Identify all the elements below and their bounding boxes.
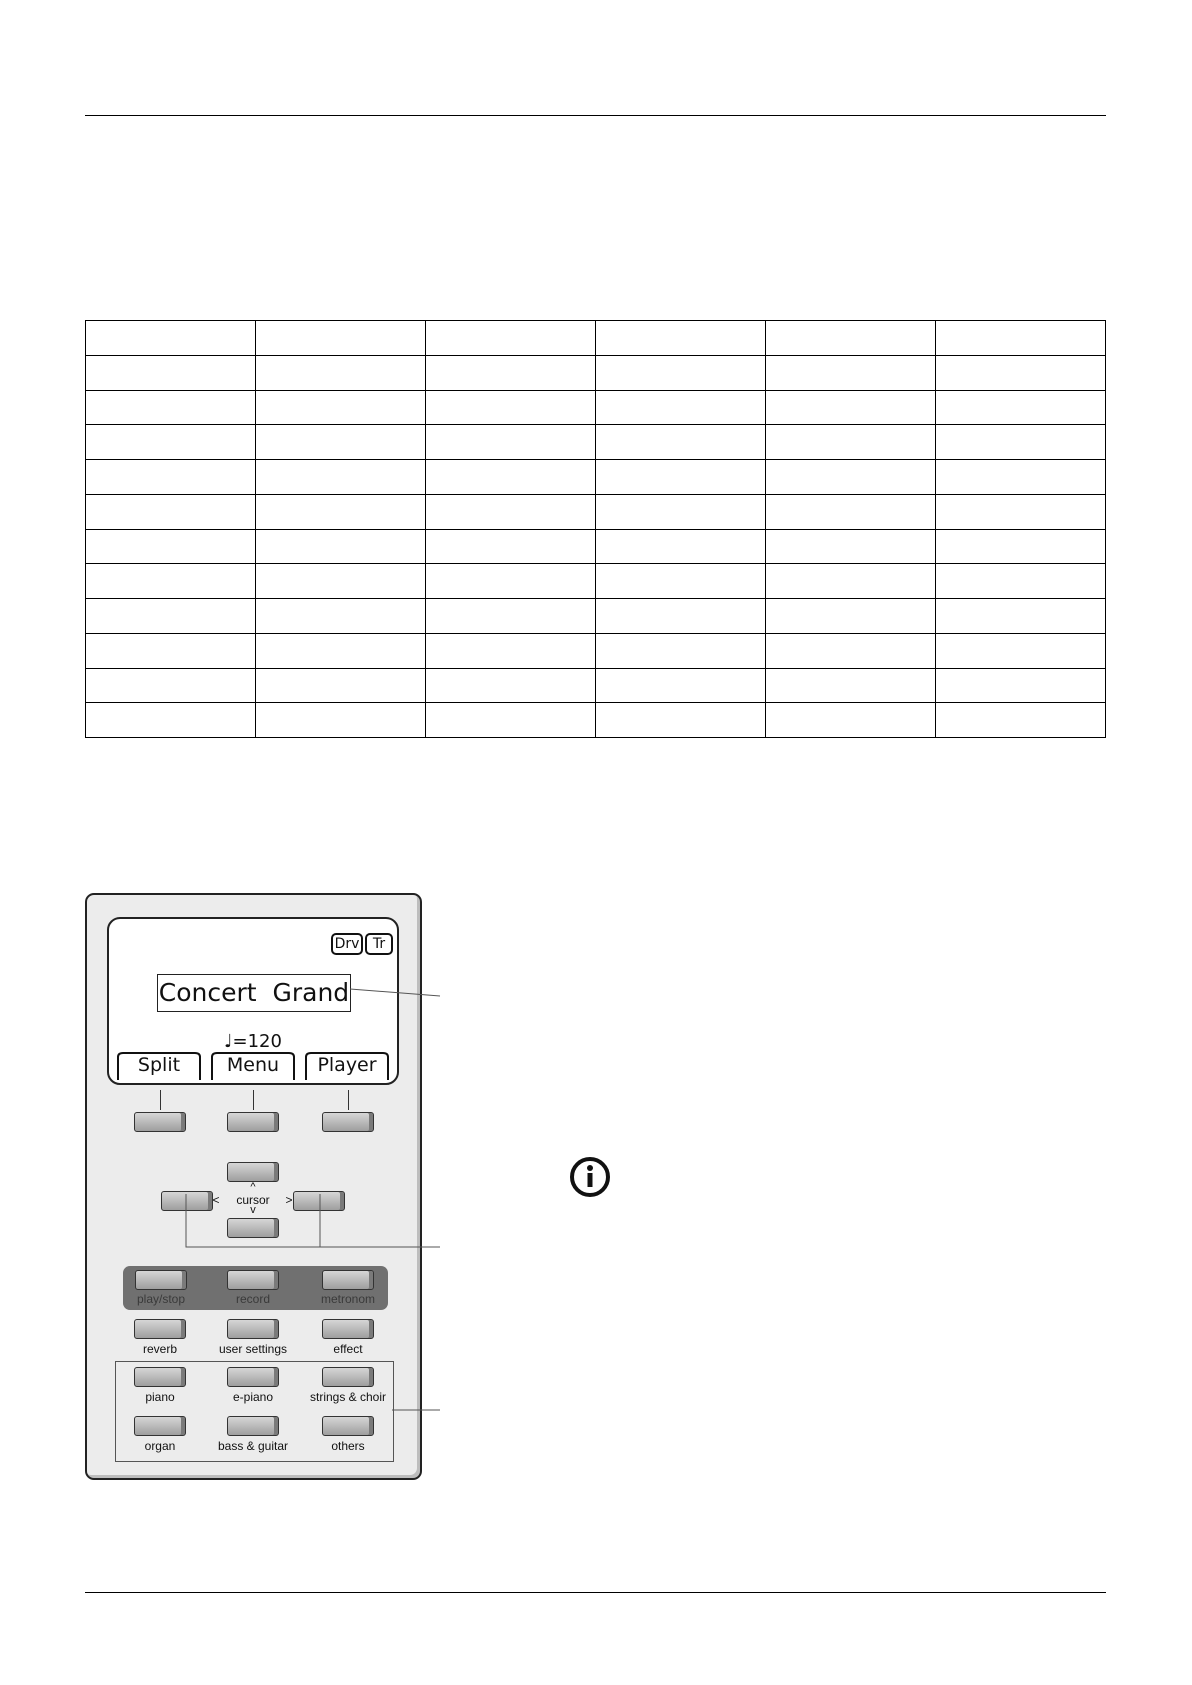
footer-rule (85, 1592, 1106, 1593)
piano-label: piano (145, 1390, 175, 1404)
cursor-up-glyph: ^ (250, 1181, 256, 1193)
effect-label: effect (333, 1342, 363, 1356)
user-settings-label: user settings (218, 1342, 288, 1356)
strings-choir-label: strings & choir (309, 1390, 387, 1404)
tempo-readout: ♩=120 (224, 1031, 282, 1052)
others-label: others (331, 1439, 365, 1453)
softkey-split-label: Split (137, 1054, 181, 1076)
tr-badge: Tr (365, 933, 393, 955)
cursor-callout-line (186, 1194, 440, 1247)
cursor-left-glyph: < (212, 1193, 220, 1207)
info-circle-icon (568, 1155, 612, 1199)
cursor-label: cursor (236, 1193, 270, 1207)
bass-guitar-label: bass & guitar (217, 1439, 289, 1453)
organ-label: organ (144, 1439, 176, 1453)
drv-badge: Drv (331, 933, 363, 955)
record-label: record (235, 1292, 270, 1306)
softkey-player-label: Player (317, 1054, 377, 1076)
softkey-menu-label: Menu (226, 1054, 280, 1076)
patch-name: Concert Grand (157, 974, 351, 1012)
play-stop-label: play/stop (136, 1292, 186, 1306)
display-callout-line (350, 989, 440, 996)
reverb-label: reverb (142, 1342, 177, 1356)
metronome-label: metronom (320, 1292, 376, 1306)
cursor-right-glyph: > (285, 1193, 293, 1207)
cursor-down-glyph: v (250, 1204, 256, 1216)
e-piano-label: e-piano (232, 1390, 274, 1404)
